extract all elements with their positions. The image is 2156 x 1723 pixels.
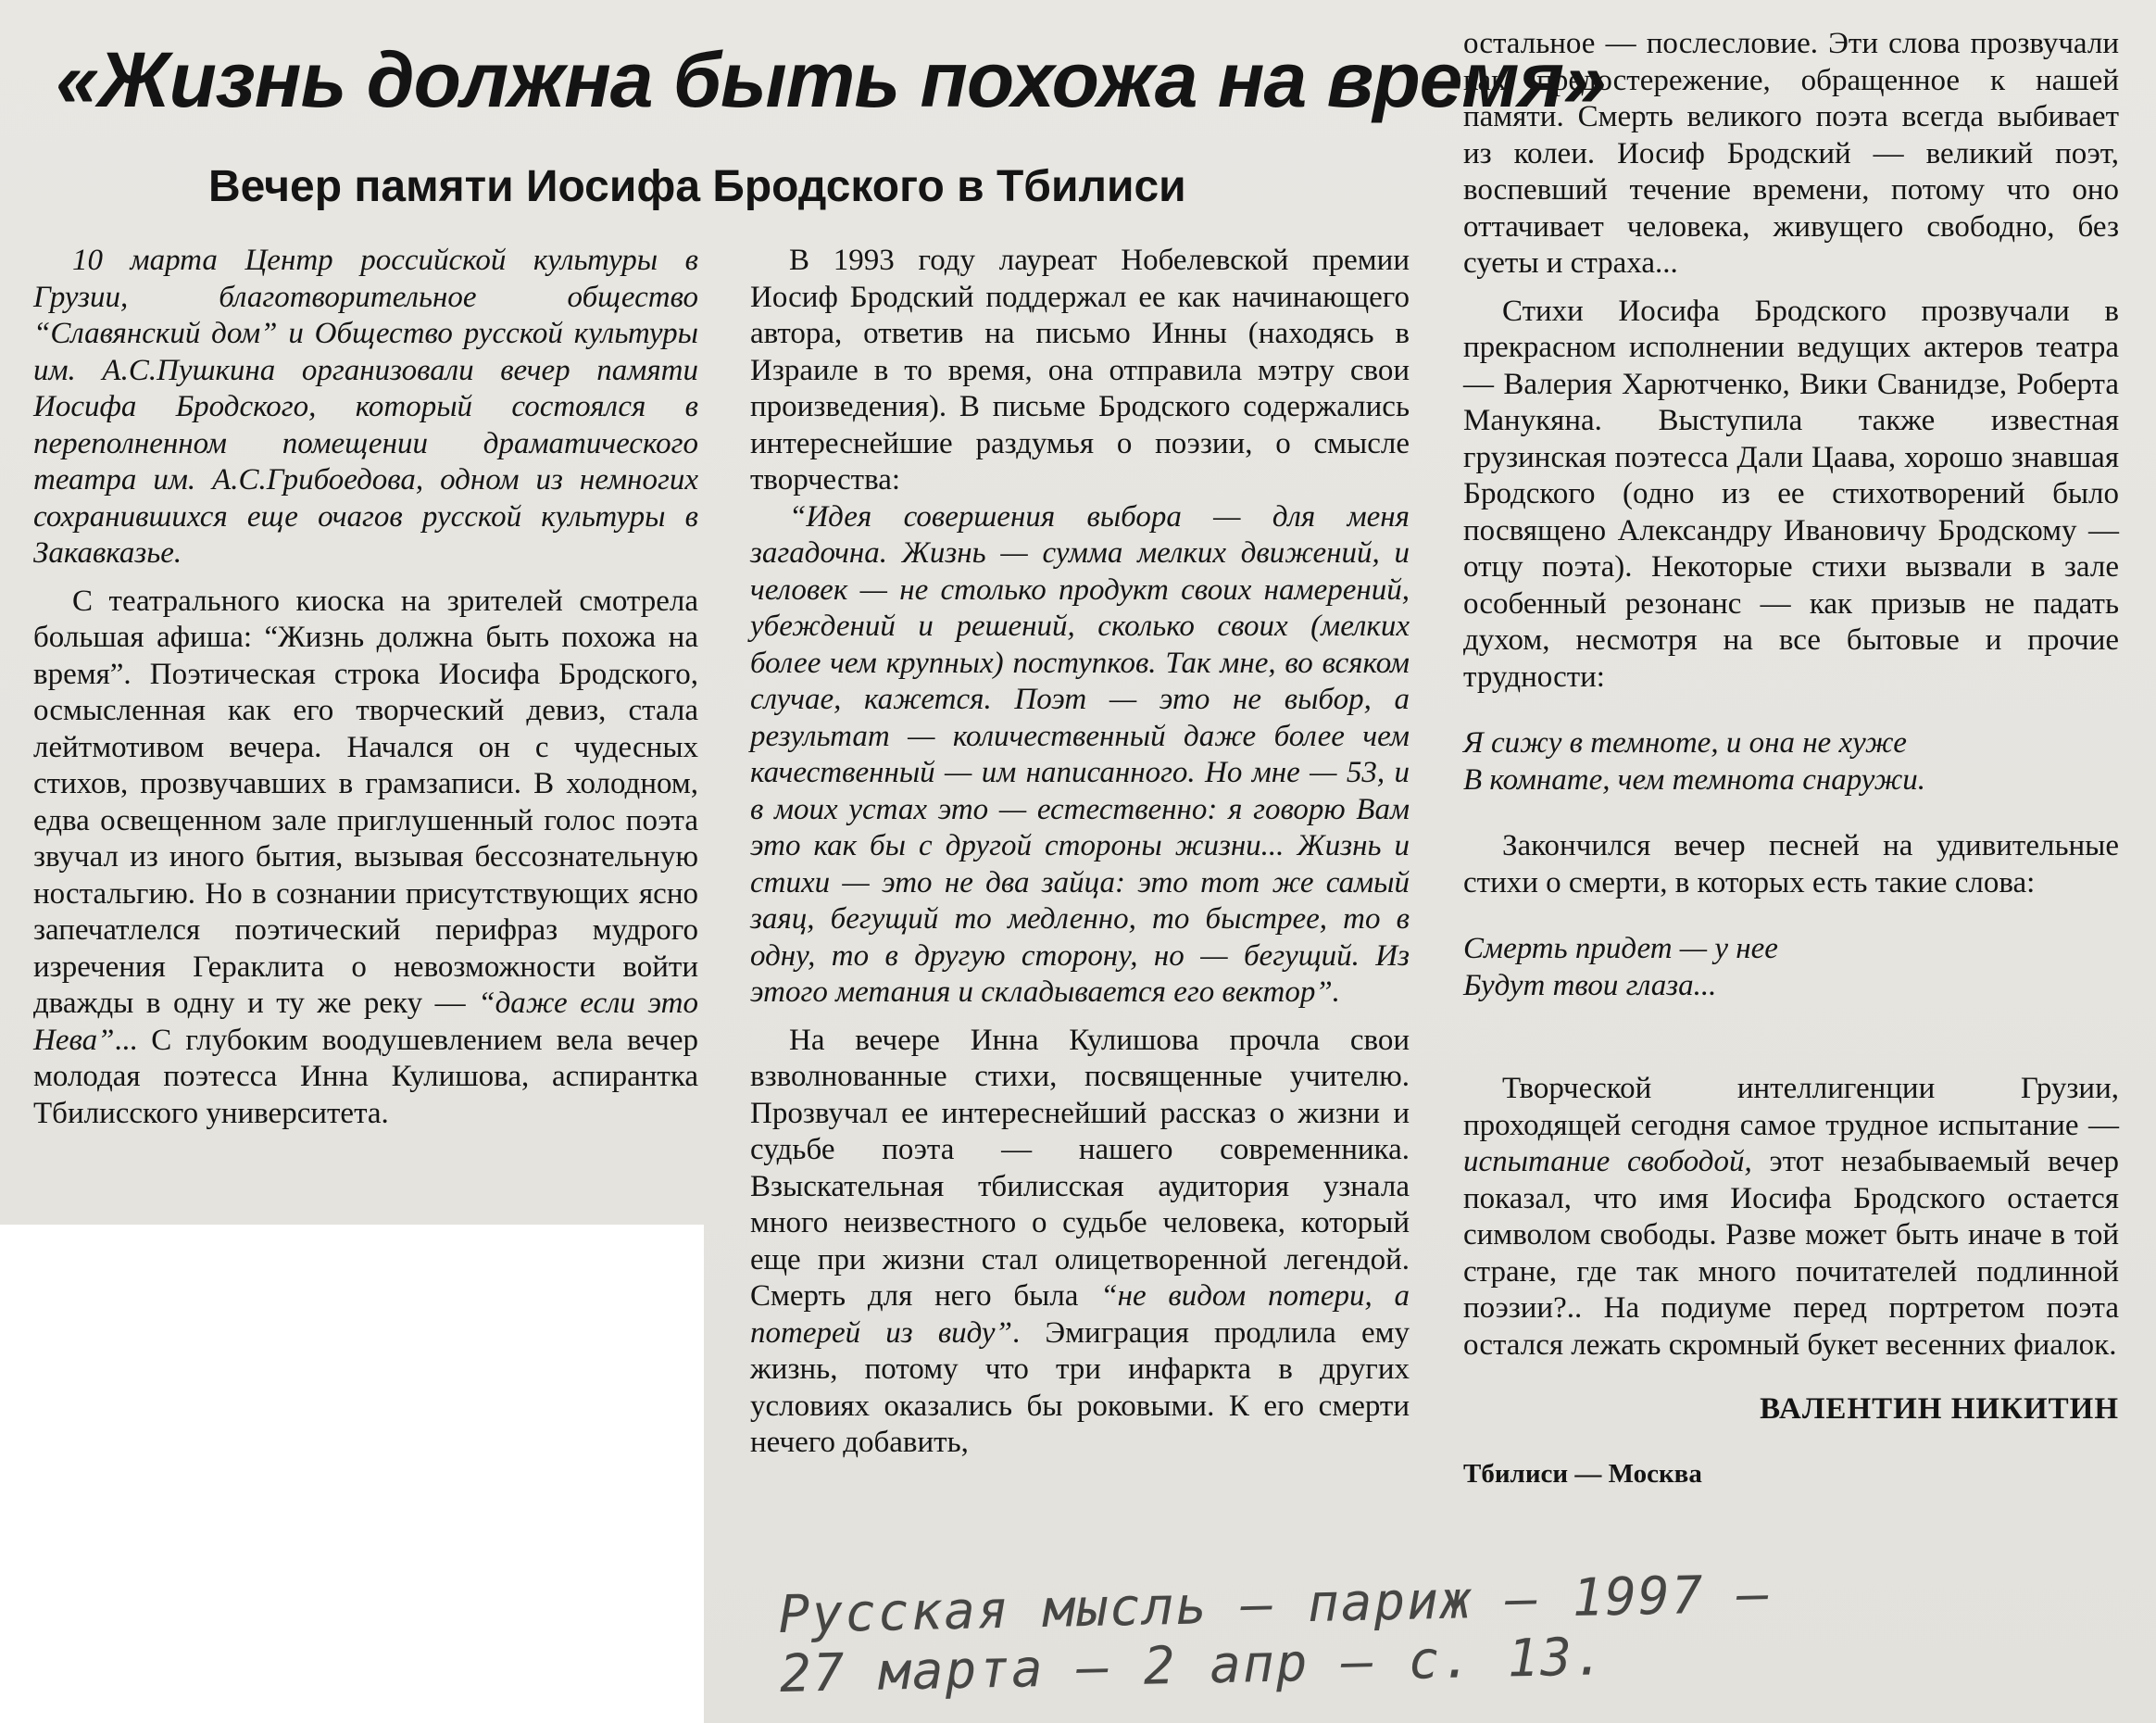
dateline-place: Тбилиси — Москва (1463, 1458, 1702, 1489)
freedom-phrase: испытание свободой, (1463, 1145, 1752, 1178)
paragraph-text: . Эмиграция продлила ему жизнь, потому что три инфаркта в других условиях оказались бы роковыми. К его смерти нечего добавить, (750, 1315, 1410, 1459)
neva-quote: “даже если это Нева” (33, 987, 698, 1057)
poem-darkness (1463, 725, 2119, 799)
loss-quote: “не видом потери, а потерей из виду” (750, 1279, 1410, 1350)
article-headline: «Жизнь должна быть похожа на время» (56, 36, 1606, 123)
author-byline: ВАЛЕНТИН НИКИТИН (1760, 1392, 2119, 1426)
column-2 (750, 243, 1410, 1462)
paragraph-gap (33, 572, 698, 584)
column-3 (1463, 26, 2119, 1492)
paragraph-gap (1463, 283, 2119, 294)
paragraph-gap (1463, 1034, 2119, 1071)
column-1 (33, 243, 698, 1132)
paragraph-text: ... С глубоким воодушевлением вела вечер молодая поэтесса Инна Кулишова, аспирантка Тбилисского университета. (33, 1023, 698, 1130)
paragraph-actors: Стихи Иосифа Бродского прозвучали в прекрасном исполнении ведущих актеров театра — Валерия Харютченко, Вики Сванидзе, Роберта Манукяна. Выступила также известная грузинская поэтесса Дали Цаава, хорошо знавшая Бродского (одно из ее стихотворений было посвящено Александру Ивановичу Бродскому — отцу поэта). Некоторые стихи вызвали в зале особенный резонанс — как призыв не падать духом, несмотря на все бытовые и прочие трудности: (1463, 294, 2119, 694)
article-subheadline: Вечер памяти Иосифа Бродского в Тбилиси (208, 162, 1186, 211)
handwritten-line: 27 марта – 2 апр – с. 13. (779, 1627, 1608, 1704)
paragraph-song: Закончился вечер песней на удивительные стихи о смерти, в которых есть такие слова: (1463, 829, 2119, 899)
poem-line: В комнате, чем темнота снаружи. (1463, 762, 1926, 797)
blank-paper-area (0, 1225, 704, 1723)
poem-line: Смерть придет — у нее (1463, 932, 1778, 965)
paragraph-text: На вечере Инна Кулишова прочла свои взволнованные стихи, посвященные учителю. Прозвучал ее интереснейший рассказ о жизни и судьбе поэта — нашего современника. Взыскательная тбилисская аудитория узнала много неизвестного о судьбе человека, который еще при жизни стал олицетворенной легендой. Смерть для него была (750, 1023, 1410, 1313)
paragraph-evening (750, 1023, 1410, 1462)
paragraph-gap (750, 1012, 1410, 1023)
lead-paragraph: 10 марта Центр российской культуры в Грузии, благотворительное общество “Славянский дом” и Общество русской культуры им. А.С.Пушкина организовали вечер памяти Иосифа Бродского, который состоялся в переполненном помещении драматического театра им. А.С.Грибоедова, одном из немногих сохранившихся еще очагов русской культуры в Закавказье. (33, 244, 698, 570)
paragraph-conclusion (1463, 1071, 2119, 1364)
brodsky-letter-quote: “Идея совершения выбора — для меня загадочна. Жизнь — сумма мелких движений, и человек — не столько продукт своих намерений, убеждений и решений, сколько своих (мелких более чем крупных) поступков. Так мне, во всяком случае, кажется. Поэт — это не выбор, а результат — количественный даже более чем качественный — им написанного. Но мне — 53, и в моих устах это — естественно: я говорю Вам это как бы с другой стороны жизни... Жизнь и стихи — это не два зайца: это тот же самый заяц, бегущий то медленно, то быстрее, то в одну, то в другую сторону, но — бегущий. Из этого метания и складывается его вектор”. (750, 499, 1410, 1009)
paragraph-text: С театрального киоска на зрителей смотрела большая афиша: “Жизнь должна быть похожа на время”. Поэтическая строка Иосифа Бродского, осмысленная как его творческий девиз, стала лейтмотивом вечера. Начался он с чудесных стихов, прозвучавших в грамзаписи. В холодном, едва освещенном зале приглушенный голос поэта звучал из иного бытия, вызывая бессознательную ностальгию. Но в сознании присутствующих ясно запечатлелся поэтический перифраз мудрого изречения Гераклита о невозможности войти дважды в одну и ту же реку — (33, 584, 698, 1020)
poem-line: Будут твои глаза... (1463, 968, 1717, 1002)
paragraph-afisha (33, 584, 698, 1133)
poem-line: Я сижу в темноте, и она не хуже (1463, 726, 1907, 760)
handwritten-line: Русская мысль – париж – 1997 – (777, 1564, 1772, 1645)
paragraph-text: Творческой интеллигенции Грузии, проходящей сегодня самое трудное испытание — (1463, 1072, 2119, 1142)
paragraph-afterword: остальное — послесловие. Эти слова прозвучали как предостережение, обращенное к нашей памяти. Смерть великого поэта всегда выбивает из колеи. Иосиф Бродский — великий поэт, воспевший течение времени, потому что оно оттачивает человека, живущего свободно, без суеты и страха... (1463, 27, 2119, 280)
paragraph-text: этот незабываемый вечер показал, что имя Иосифа Бродского остается символом свободы. Разве может быть иначе в той стране, где так много почитателей подлинной поэзии?.. На подиуме перед портретом поэта остался лежать скромный букет весенних фиалок. (1463, 1145, 2119, 1362)
poem-death (1463, 931, 2119, 1004)
paragraph-nobel: В 1993 году лауреат Нобелевской премии Иосиф Бродский поддержал ее как начинающего автора, ответив на письмо Инны (находясь в Израиле в то время, она отправила мэтру свои произведения). В письме Бродского содержались интереснейшие раздумья о поэзии, о смысле творчества: (750, 244, 1410, 497)
